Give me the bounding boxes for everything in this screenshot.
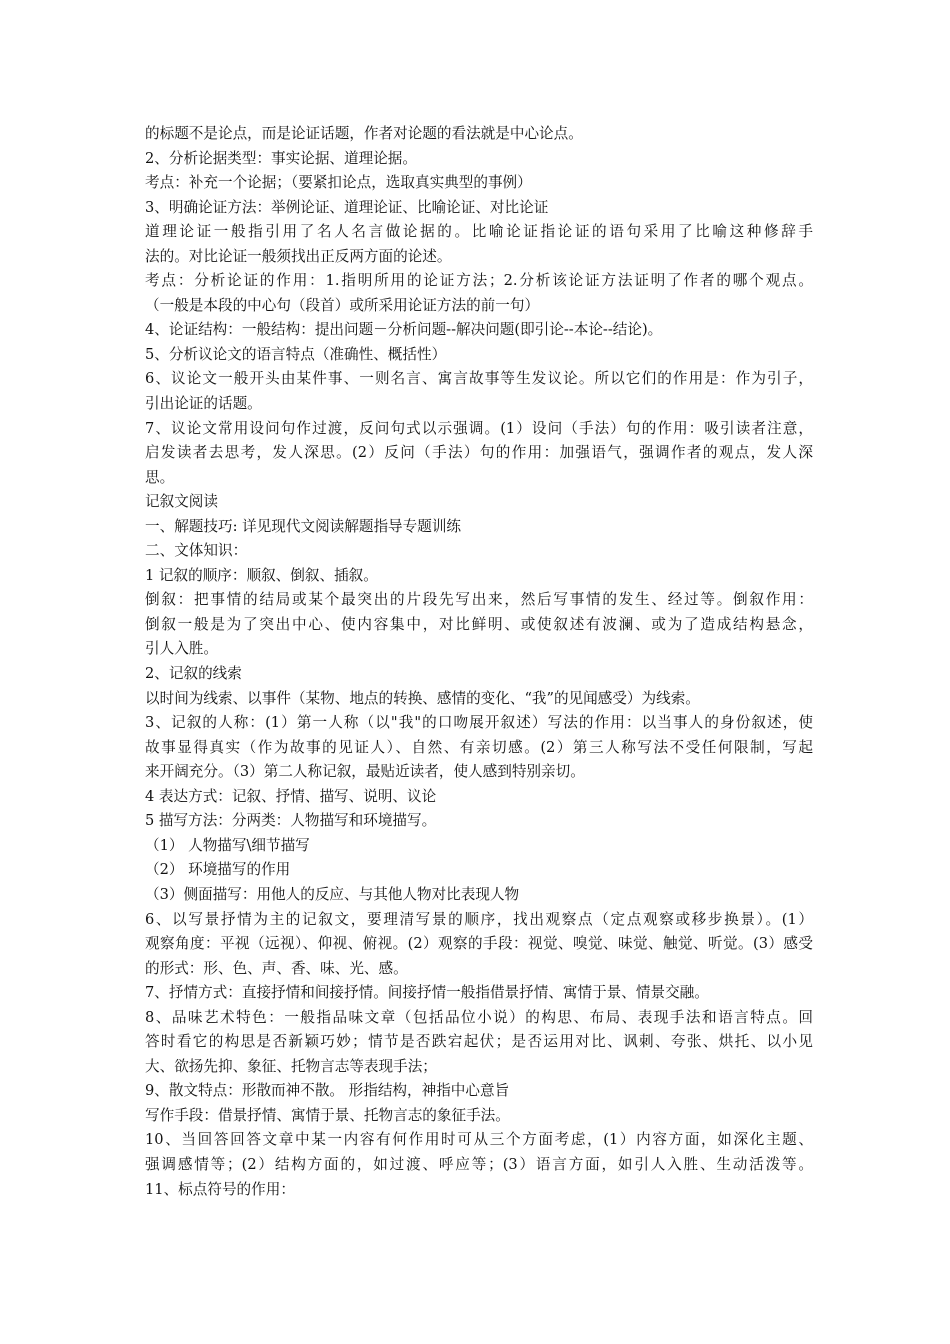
text-line: 的标题不是论点，而是论证话题，作者对论题的看法就是中心论点。 <box>145 125 583 142</box>
text-line: 倒叙一般是为了突出中心、使内容集中，对比鲜明、或使叙述有波澜、或为了造成结构悬念， <box>145 615 813 633</box>
document-body <box>145 122 813 1202</box>
text-line: 8、品味艺术特色：一般指品味文章（包括品位小说）的构思、布局、表现手法和语言特点。回 <box>145 1008 813 1026</box>
text-line: 2、分析论据类型：事实论据、道理论据。 <box>145 149 417 167</box>
text-line: 答时看它的构思是否新颖巧妙；情节是否跌宕起伏；是否运用对比、讽刺、夸张、烘托、以小见 <box>145 1033 813 1051</box>
text-line: 大、欲扬先抑、象征、托物言志等表现手法； <box>145 1057 437 1075</box>
text-line: 6、以写景抒情为主的记叙文，要理清写景的顺序，找出观察点（定点观察或移步换景）。(1） <box>145 910 813 928</box>
text-line: 倒叙：把事情的结局或某个最突出的片段先写出来，然后写事情的发生、经过等。倒叙作用： <box>145 591 813 609</box>
text-line: 5 描写方法：分两类：人物描写和环境描写。 <box>145 812 437 830</box>
text-line: 强调感情等；(2）结构方面的，如过渡、呼应等；(3）语言方面，如引人入胜、生动活泼等。 <box>145 1155 813 1173</box>
text-line: 的形式：形、色、声、香、味、光、感。 <box>145 959 408 977</box>
text-line: 9、散文特点：形散而神不散。 形指结构，神指中心意旨 <box>145 1082 510 1100</box>
text-line: （一般是本段的中心句（段首）或所采用论证方法的前一句） <box>145 296 540 314</box>
text-line: 7、抒情方式：直接抒情和间接抒情。间接抒情一般指借景抒情、寓情于景、情景交融。 <box>145 984 709 1002</box>
text-line: 引出论证的话题。 <box>145 395 262 413</box>
text-line: 写作手段：借景抒情、寓情于景、托物言志的象征手法。 <box>145 1106 510 1124</box>
text-line: 3、明确论证方法：举例论证、道理论证、比喻论证、对比论证 <box>145 198 549 216</box>
text-line: （1） 人物描写\细节描写 <box>145 836 310 854</box>
text-line: 4 表达方式：记叙、抒情、描写、说明、议论 <box>145 787 437 805</box>
text-line: 以时间为线索、以事件（某物、地点的转换、感情的变化、“我”的见闻感受）为线索。 <box>145 689 700 707</box>
text-line: 2、记叙的线索 <box>145 665 242 683</box>
text-line: 6、议论文一般开头由某件事、一则名言、寓言故事等生发议论。所以它们的作用是：作为引子， <box>145 370 813 388</box>
text-line: 考点：分析论证的作用：1.指明所用的论证方法；2.分析该论证方法证明了作者的哪个观点。 <box>145 272 813 290</box>
text-line: 思。 <box>145 468 175 486</box>
text-line: 3、记叙的人称：(1）第一人称（以"我"的口吻展开叙述）写法的作用：以当事人的身份叙述，使 <box>145 714 813 732</box>
text-line: 4、论证结构：一般结构：提出问题－分析问题--解决问题(即引论--本论--结论)。 <box>145 321 663 339</box>
text-line: 二、文体知识： <box>145 542 248 560</box>
text-line: 一、解题技巧: 详见现代文阅读解题指导专题训练 <box>145 517 462 535</box>
text-line: （3）侧面描写：用他人的反应、与其他人物对比表现人物 <box>145 885 520 903</box>
text-line: 记叙文阅读 <box>145 493 218 511</box>
text-line: 道理论证一般指引用了名人名言做论据的。比喻论证指论证的语句采用了比喻这种修辞手 <box>145 223 813 241</box>
text-line: 法的。对比论证一般须找出正反两方面的论述。 <box>145 247 452 265</box>
text-line: 故事显得真实（作为故事的见证人）、自然、有亲切感。(2）第三人称写法不受任何限制，写起 <box>145 738 813 756</box>
text-line: 10、当回答回答文章中某一内容有何作用时可从三个方面考虑，(1）内容方面，如深化主题、 <box>145 1131 813 1149</box>
text-line: （2） 环境描写的作用 <box>145 861 291 879</box>
text-line: 来开阔充分。（3）第二人称记叙，最贴近读者，使人感到特别亲切。 <box>145 763 585 781</box>
text-line: 11、标点符号的作用： <box>145 1180 295 1198</box>
text-line: 启发读者去思考，发人深思。(2）反问（手法）句的作用：加强语气，强调作者的观点，发人深 <box>145 444 813 462</box>
text-line: 考点：补充一个论据；（要紧扣论点，选取真实典型的事例） <box>145 174 532 192</box>
text-line: 1 记叙的顺序：顺叙、倒叙、插叙。 <box>145 566 378 584</box>
text-line: 引人入胜。 <box>145 640 218 658</box>
text-line: 5、分析议论文的语言特点（准确性、概括性） <box>145 345 447 363</box>
text-line: 7、议论文常用设问句作过渡，反问句式以示强调。(1）设问（手法）句的作用：吸引读者注意， <box>145 419 813 437</box>
text-line: 观察角度：平视（远视）、仰视、俯视。(2）观察的手段：视觉、嗅觉、味觉、触觉、听觉。(3）感受 <box>145 935 813 953</box>
